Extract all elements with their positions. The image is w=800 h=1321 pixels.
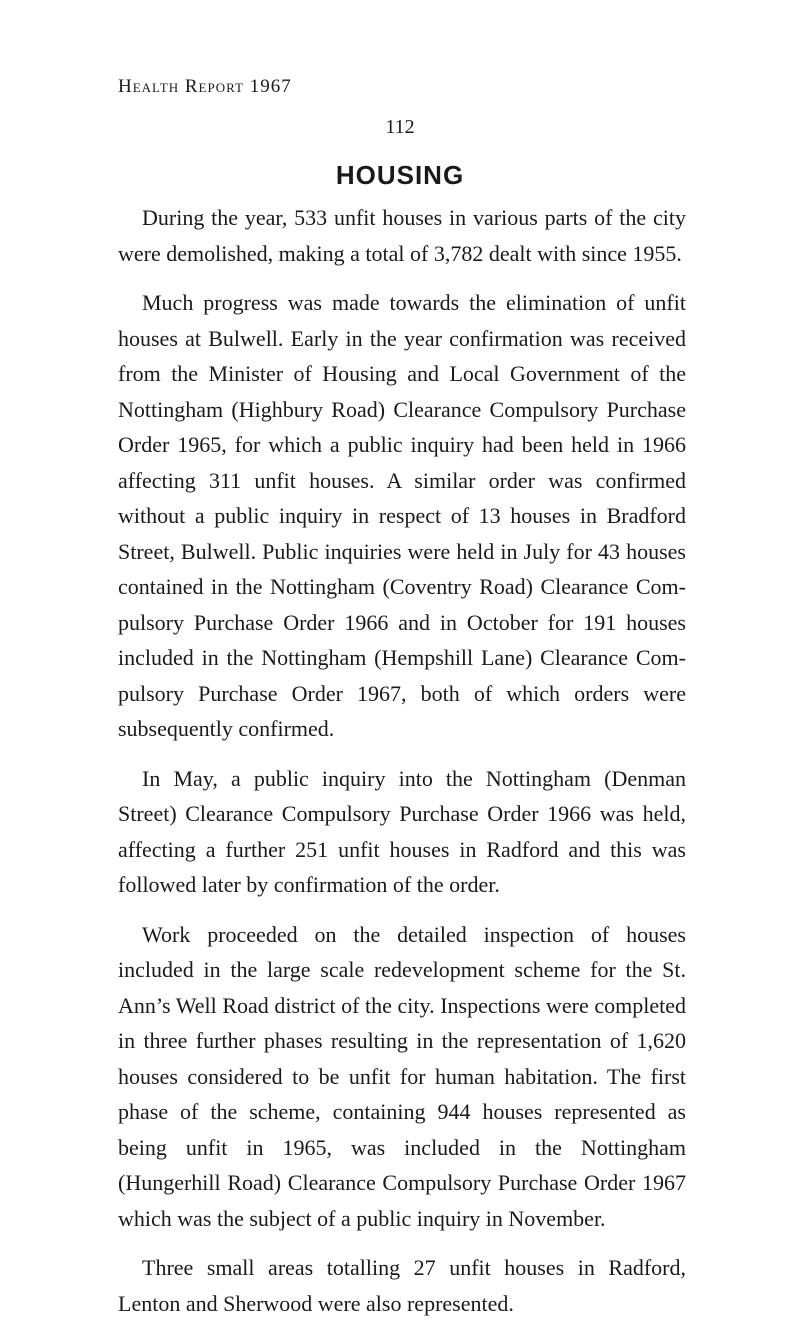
paragraph-st-anns: Work proceeded on the detailed inspection of houses included in the large scale redevelopment scheme for the St. Ann’s Well Road district of the city. Inspections were completed in three further phases resulting in the representation of 1,620 houses considered to be unfit for human habitation. The first phase of the scheme, containing 944 houses represented as being unfit in 1965, was included in the Nottingham (Hungerhill Road) Clearance Compulsory Purchase Order 1967 which was the subject of a public inquiry in November. [118,921,686,1231]
paragraph-small-areas: Three small areas totalling 27 unfit houses in Radford, Lenton and Sherwood were also represented. [118,1255,686,1316]
running-header: Health Report 1967 [118,76,292,97]
page-number: 112 [385,116,415,138]
body-text [118,200,686,1321]
paragraph-denman-street: In May, a public inquiry into the Nottingham (Denman Street) Clearance Compulsory Purchase Order 1966 was held, affecting a further 251 unfit houses in Radford and this was followed later by confirmation of the order. [118,765,686,897]
section-title: HOUSING [335,160,465,190]
paragraph-demolitions: During the year, 533 unfit houses in various parts of the city were demolished, making a total of 3,782 dealt with since 1955. [118,205,686,266]
paragraph-bulwell: Much progress was made towards the elimination of unfit houses at Bulwell. Early in the year confirmation was received from the Minister of Housing and Local Government of the Nottingham (Highbury Road) Clearance Compulsory Purchase Order 1965, for which a public inquiry had been held in 1966 affecting 311 unfit houses. A similar order was confirmed without a public inquiry in respect of 13 houses in Bradford Street, Bulwell. Public inquiries were held in July for 43 houses contained in the Nottingham (Coventry Road) Clearance Compulsory Purchase Order 1966 and in October for 191 houses included in the Nottingham (Hempshill Lane) Clearance Compulsory Purchase Order 1967, both of which orders were subsequently confirmed. [118,290,686,741]
